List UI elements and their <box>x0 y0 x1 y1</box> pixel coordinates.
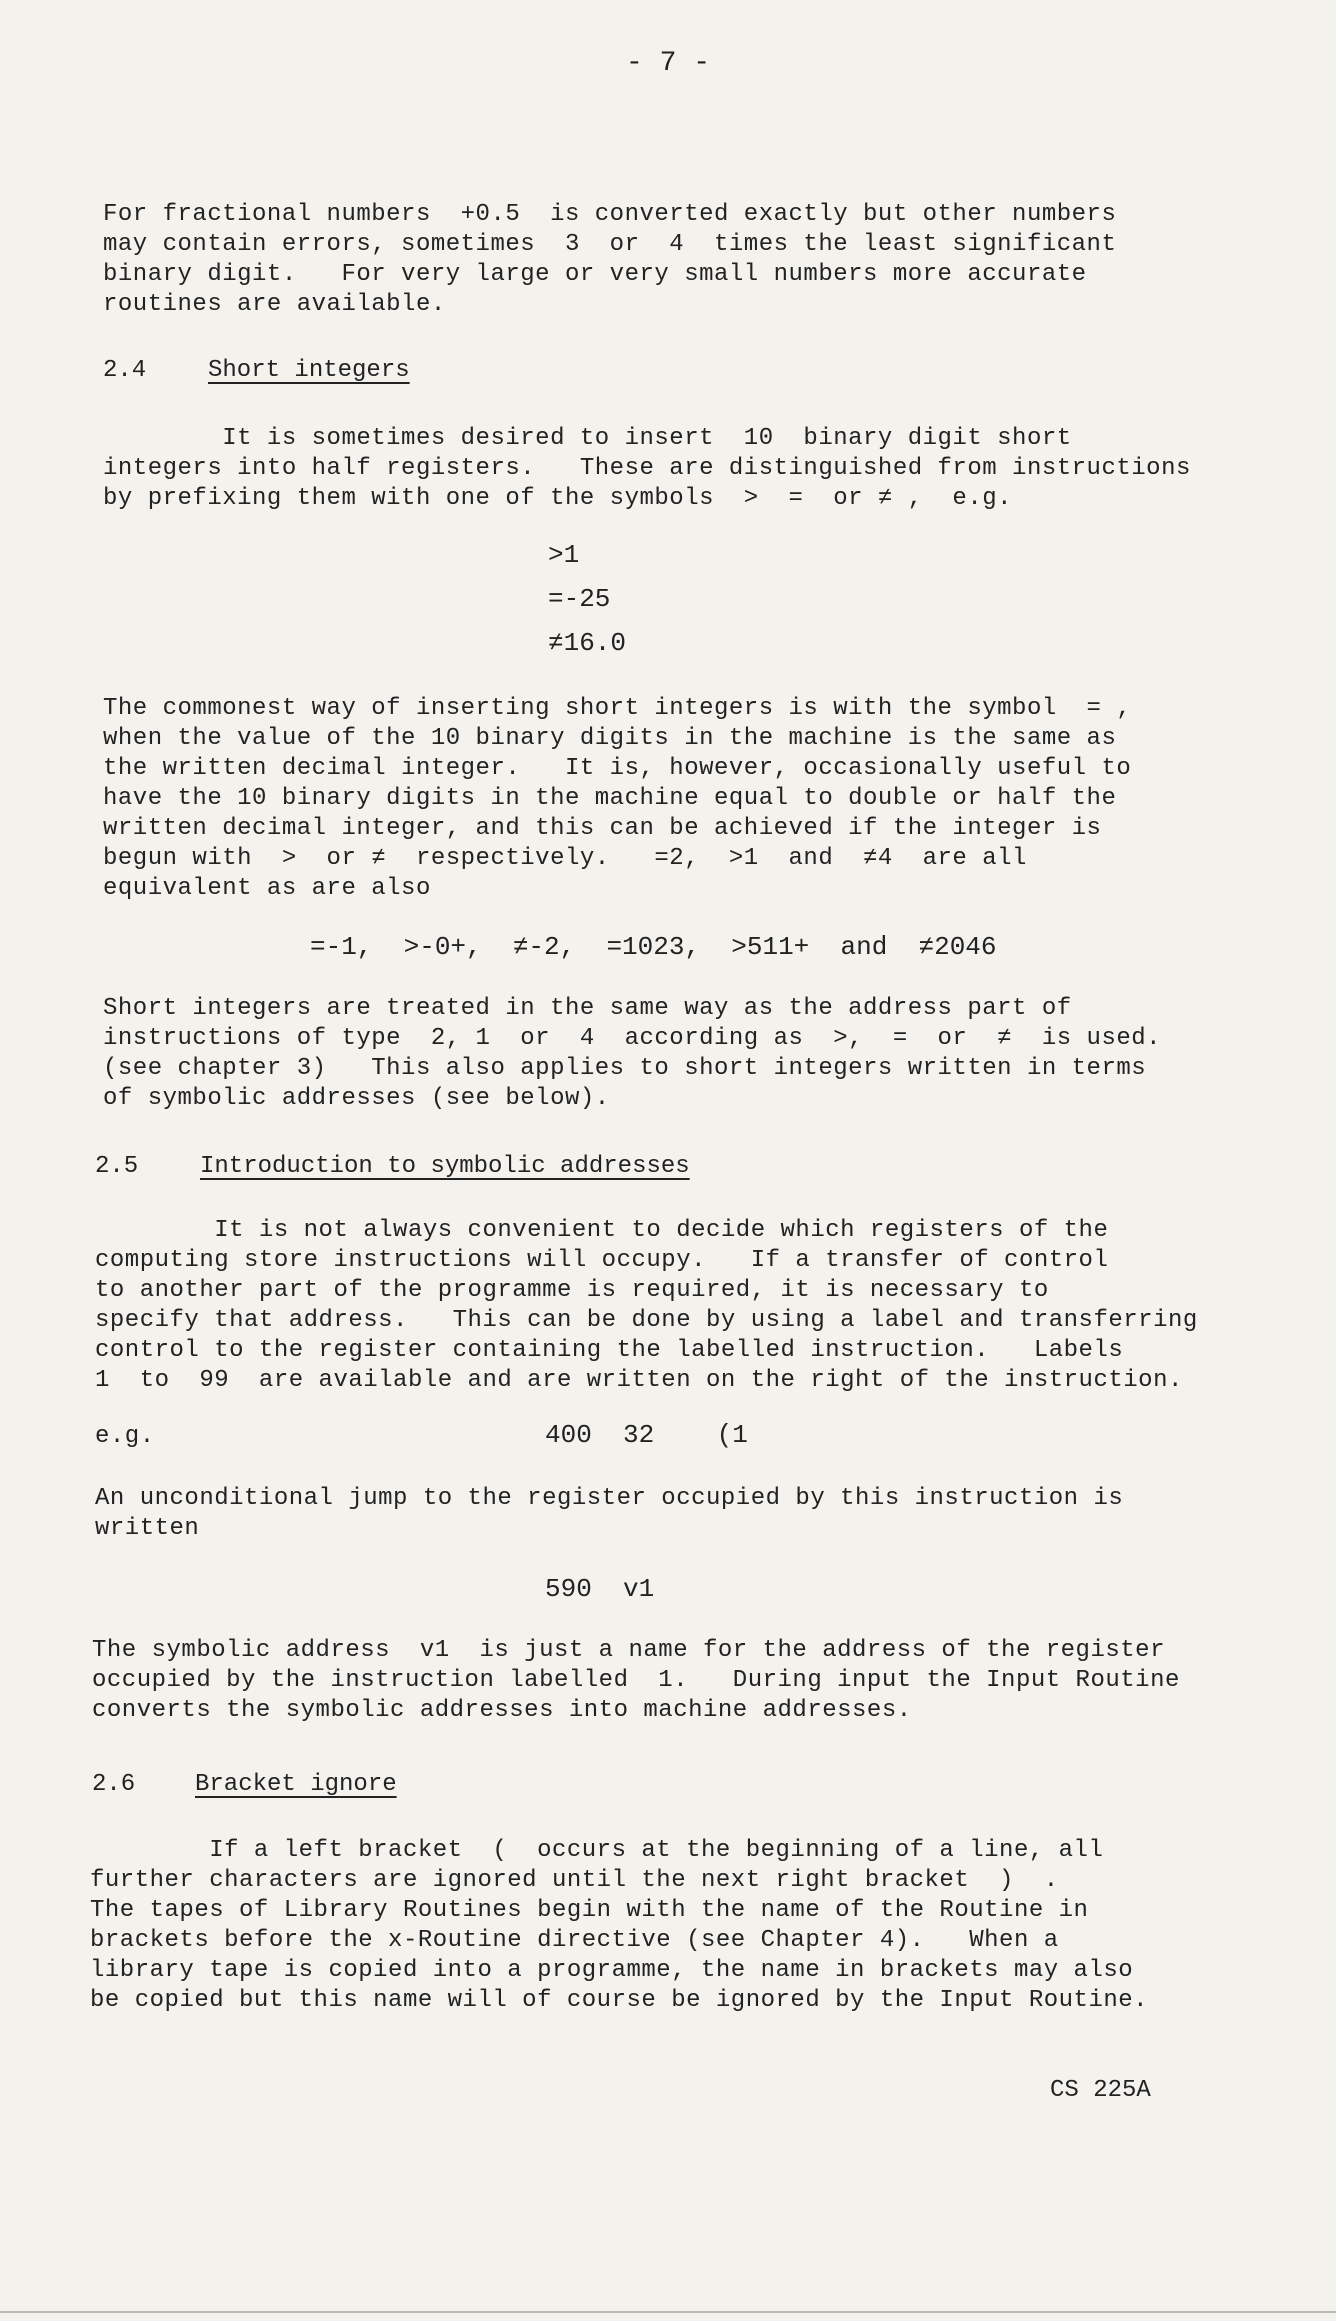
jump-instruction: 590 v1 <box>545 1574 655 1604</box>
text-line: specify that address. This can be done by using a label and transferring <box>95 1307 1198 1334</box>
section-number: 2.5 <box>95 1153 139 1180</box>
text-line: converts the symbolic addresses into machine addresses. <box>92 1697 912 1724</box>
section-number: 2.6 <box>92 1771 136 1798</box>
text-line: Short integers are treated in the same way as the address part of <box>103 995 1072 1022</box>
text-line: integers into half registers. These are distinguished from instructions <box>103 455 1191 482</box>
text-line: control to the register containing the labelled instruction. Labels <box>95 1337 1124 1364</box>
text-line: It is not always convenient to decide which registers of the <box>95 1217 1109 1244</box>
text-line: further characters are ignored until the next right bracket ) . <box>90 1867 1059 1894</box>
document-code: CS 225A <box>1050 2077 1151 2104</box>
text-line: be copied but this name will of course be ignored by the Input Routine. <box>90 1987 1149 2014</box>
text-line: written decimal integer, and this can be achieved if the integer is <box>103 815 1102 842</box>
text-line: An unconditional jump to the register occupied by this instruction is <box>95 1485 1124 1512</box>
text-line: The commonest way of inserting short integers is with the symbol = , <box>103 695 1132 722</box>
text-line: may contain errors, sometimes 3 or 4 times the least significant <box>103 231 1117 258</box>
page-edge-divider <box>0 2311 1336 2313</box>
text-line: by prefixing them with one of the symbols > = or ≠ , e.g. <box>103 485 1013 512</box>
text-line: The tapes of Library Routines begin with the name of the Routine in <box>90 1897 1089 1924</box>
text-line: binary digit. For very large or very small numbers more accurate <box>103 261 1087 288</box>
text-line: written <box>95 1515 200 1542</box>
example-short-integer: =-25 <box>548 584 611 614</box>
text-line: when the value of the 10 binary digits in the machine is the same as <box>103 725 1117 752</box>
text-line: routines are available. <box>103 291 446 318</box>
equivalents-line: =-1, >-0+, ≠-2, =1023, >511+ and ≠2046 <box>310 932 997 962</box>
text-line: to another part of the programme is required, it is necessary to <box>95 1277 1049 1304</box>
text-line: instructions of type 2, 1 or 4 according as >, = or ≠ is used. <box>103 1025 1162 1052</box>
text-line: of symbolic addresses (see below). <box>103 1085 610 1112</box>
eg-label: e.g. <box>95 1423 155 1450</box>
text-line: equivalent as are also <box>103 875 431 902</box>
section-title: Introduction to symbolic addresses <box>200 1153 690 1180</box>
example-short-integer: ≠16.0 <box>548 628 627 658</box>
text-line: It is sometimes desired to insert 10 binary digit short <box>103 425 1072 452</box>
text-line: If a left bracket ( occurs at the beginning of a line, all <box>90 1837 1104 1864</box>
section-number: 2.4 <box>103 357 147 384</box>
text-line: brackets before the x-Routine directive (see Chapter 4). When a <box>90 1927 1059 1954</box>
text-line: For fractional numbers +0.5 is converted exactly but other numbers <box>103 201 1117 228</box>
text-line: (see chapter 3) This also applies to short integers written in terms <box>103 1055 1147 1082</box>
example-instruction: 400 32 (1 <box>545 1420 748 1450</box>
text-line: computing store instructions will occupy. If a transfer of control <box>95 1247 1109 1274</box>
text-line: library tape is copied into a programme, the name in brackets may also <box>90 1957 1134 1984</box>
example-short-integer: >1 <box>548 540 580 570</box>
text-line: occupied by the instruction labelled 1. During input the Input Routine <box>92 1667 1180 1694</box>
section-title: Bracket ignore <box>195 1771 397 1798</box>
text-line: have the 10 binary digits in the machine equal to double or half the <box>103 785 1117 812</box>
page-number: - 7 - <box>626 48 711 79</box>
section-title: Short integers <box>208 357 410 384</box>
text-line: 1 to 99 are available and are written on the right of the instruction. <box>95 1367 1183 1394</box>
text-line: the written decimal integer. It is, however, occasionally useful to <box>103 755 1132 782</box>
text-line: The symbolic address v1 is just a name for the address of the register <box>92 1637 1165 1664</box>
text-line: begun with > or ≠ respectively. =2, >1 and ≠4 are all <box>103 845 1027 872</box>
